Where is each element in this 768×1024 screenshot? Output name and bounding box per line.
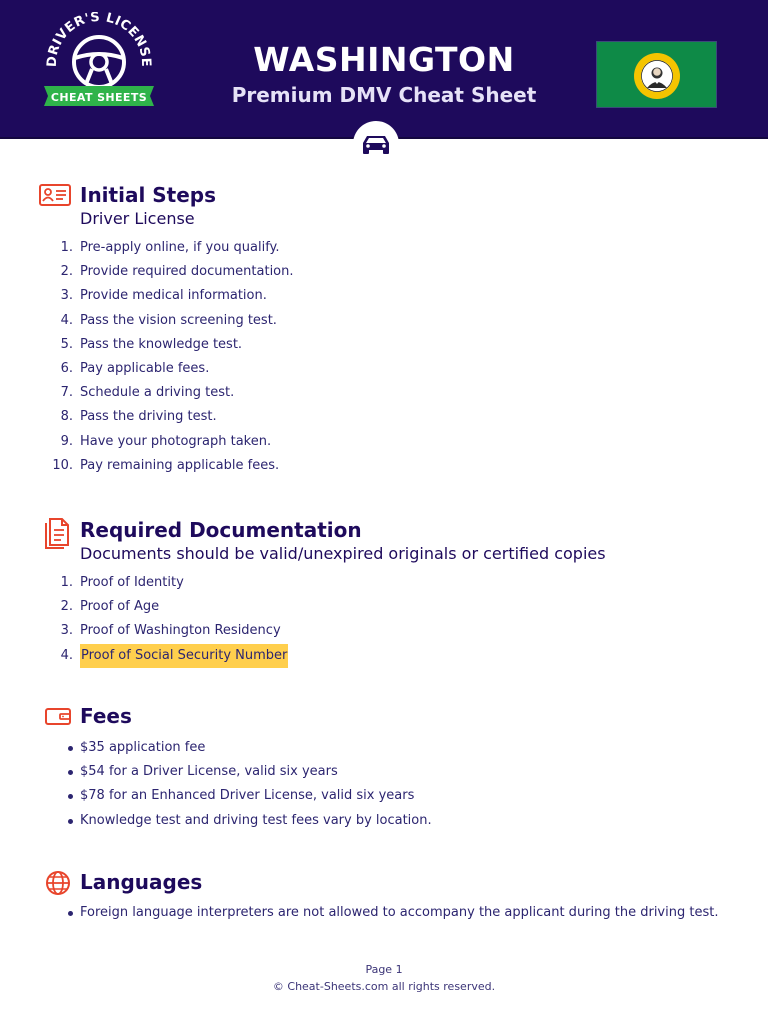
list-item — [38, 784, 738, 808]
list-item-text: Provide required documentation. — [80, 264, 294, 280]
section-title: Required Documentation — [80, 518, 362, 542]
list-item-text: Pass the vision screening test. — [80, 312, 277, 328]
list-item-text: $78 for an Enhanced Driver License, valid six years — [80, 788, 415, 804]
fees-list — [38, 736, 738, 833]
bullet — [68, 794, 73, 799]
section-title: Initial Steps — [80, 183, 217, 207]
list-item-text: $35 application fee — [80, 740, 206, 755]
id-card-icon — [38, 182, 74, 210]
list-item-text: Proof of Identity — [80, 575, 184, 590]
bullet — [68, 911, 73, 916]
svg-text:CHEAT SHEETS: CHEAT SHEETS — [50, 91, 148, 104]
list-item: 2. Proof of Age — [38, 595, 738, 619]
languages-list — [38, 901, 738, 925]
washington-flag-icon — [596, 41, 717, 108]
section-fees — [38, 703, 738, 833]
page-subtitle: Premium DMV Cheat Sheet — [231, 83, 537, 107]
list-item-text: Schedule a driving test. — [80, 385, 235, 401]
documents-list — [38, 571, 738, 668]
document-icon — [38, 517, 74, 545]
section-languages — [38, 869, 738, 929]
list-item: 1. Proof of Identity — [38, 571, 738, 595]
section-subtitle: Driver License — [80, 209, 195, 228]
steps-list — [38, 236, 738, 478]
list-item: 9. Have your photograph taken. — [38, 430, 738, 454]
page-number: Page 1 — [365, 963, 403, 976]
list-item-text: Provide medical information. — [80, 288, 267, 304]
list-item — [38, 901, 738, 925]
list-item: 3. Provide medical information. — [38, 284, 738, 308]
state-title: WASHINGTON — [253, 40, 515, 79]
list-item: 3. Proof of Washington Residency — [38, 619, 738, 643]
bullet — [68, 746, 73, 751]
car-icon — [353, 121, 399, 167]
list-item-text: Pay remaining applicable fees. — [80, 457, 280, 473]
list-item: 2. Provide required documentation. — [38, 260, 738, 284]
list-item: 10. Pay remaining applicable fees. — [38, 454, 738, 478]
list-item: 4. Pass the vision screening test. — [38, 309, 738, 333]
list-item: 7. Schedule a driving test. — [38, 381, 738, 405]
list-item-text: Pass the knowledge test. — [80, 336, 243, 352]
globe-icon — [38, 869, 74, 897]
bullet — [68, 770, 73, 775]
section-subtitle: Documents should be valid/unexpired originals or certified copies — [80, 544, 606, 563]
page-header — [0, 0, 768, 139]
list-item — [38, 736, 738, 760]
list-item: 5. Pass the knowledge test. — [38, 333, 738, 357]
copyright-notice: © Cheat-Sheets.com all rights reserved. — [272, 980, 496, 993]
list-item-text: Proof of Age — [80, 599, 160, 615]
list-item — [38, 809, 738, 833]
list-item-text: $54 for a Driver License, valid six years — [80, 764, 338, 780]
list-item: 6. Pay applicable fees. — [38, 357, 738, 381]
highlighted-list-item-text: Proof of Social Security Number — [80, 644, 288, 668]
list-item-text: Foreign language interpreters are not allowed to accompany the applicant during the driving test. — [80, 905, 719, 920]
svg-text:DRIVER'S LICENSE: DRIVER'S LICENSE — [44, 12, 154, 68]
section-title: Languages — [80, 870, 203, 894]
list-item-text: Pay applicable fees. — [80, 360, 210, 376]
bullet — [68, 819, 73, 824]
list-item-text: Have your photograph taken. — [80, 433, 272, 449]
list-item-text: Proof of Washington Residency — [80, 623, 281, 639]
list-item: 4. Proof of Social Security Number — [38, 644, 738, 668]
list-item-text: Pre-apply online, if you qualify. — [80, 240, 280, 255]
list-item-text: Knowledge test and driving test fees vary by location. — [80, 812, 432, 828]
list-item: 1. Pre-apply online, if you qualify. — [38, 236, 738, 260]
section-required-documentation — [38, 517, 738, 677]
section-title: Fees — [80, 704, 132, 728]
title-block — [184, 40, 584, 109]
drivers-license-cheat-sheets-logo[interactable] — [42, 12, 156, 112]
wallet-icon — [38, 703, 74, 731]
list-item-text: Pass the driving test. — [80, 409, 217, 425]
list-item — [38, 760, 738, 784]
section-initial-steps — [38, 182, 738, 482]
list-item: 8. Pass the driving test. — [38, 405, 738, 429]
